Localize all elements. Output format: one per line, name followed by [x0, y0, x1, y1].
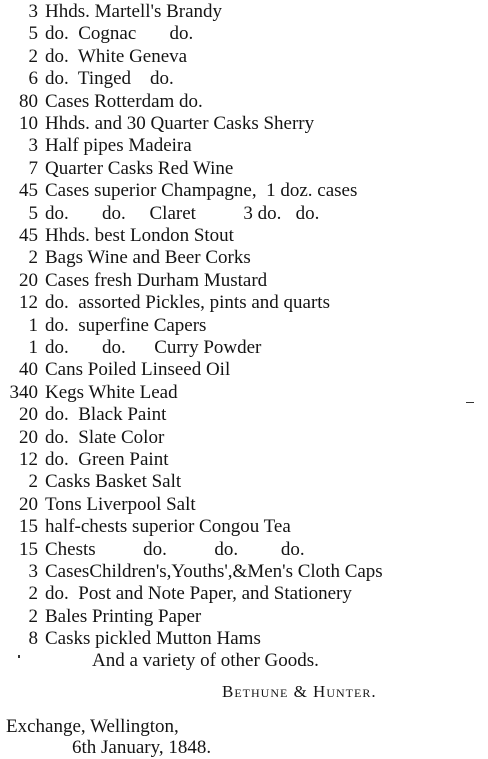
item-description: do. Green Paint [45, 449, 169, 470]
list-item [0, 23, 488, 45]
list-item [0, 91, 488, 113]
item-quantity: 2 [28, 583, 38, 605]
item-description: Tons Liverpool Salt [45, 493, 196, 515]
item-description: CasesChildren's,Youths',&Men's Cloth Caps [45, 561, 383, 582]
item-description: Quarter Casks Red Wine [45, 157, 234, 179]
item-description: Cases superior Champagne, 1 doz. cases [45, 180, 358, 202]
item-description: Hhds. best London Stout [45, 225, 234, 246]
list-item [0, 583, 488, 605]
item-quantity: 2 [28, 45, 38, 67]
print-speck [18, 655, 20, 658]
item-description: do. do. Claret 3 do. do. [45, 202, 320, 224]
list-item [0, 135, 488, 157]
item-description: do. assorted Pickles, pints and quarts [45, 292, 330, 314]
list-item [0, 225, 488, 247]
list-item [0, 68, 488, 90]
list-item [0, 292, 488, 314]
list-item [0, 337, 488, 359]
item-quantity: 12 [19, 449, 38, 470]
list-item [0, 315, 488, 337]
print-speck [466, 402, 474, 403]
place-line: Exchange, Wellington, [6, 716, 179, 737]
item-description: Hhds. and 30 Quarter Casks Sherry [45, 113, 315, 134]
list-item [0, 203, 488, 225]
item-quantity: 2 [28, 605, 38, 627]
item-description: Cases fresh Durham Mustard [45, 269, 268, 291]
item-quantity: 6 [28, 68, 38, 90]
item-description: Hhds. Martell's Brandy [45, 1, 223, 22]
item-quantity: 45 [19, 225, 38, 246]
list-item [0, 494, 488, 516]
item-quantity: 15 [19, 516, 38, 538]
closing-line: And a variety of other Goods. [92, 650, 319, 671]
item-quantity: 20 [19, 269, 38, 291]
list-item [0, 359, 488, 381]
item-description: Bales Printing Paper [45, 605, 202, 627]
list-item [0, 561, 488, 583]
item-description: Casks Basket Salt [45, 471, 182, 493]
list-item [0, 1, 488, 23]
list-item [0, 270, 488, 292]
item-description: do. Tinged do. [45, 68, 174, 90]
date-line: 6th January, 1848. [72, 737, 212, 758]
item-description: Bags Wine and Beer Corks [45, 247, 251, 269]
item-quantity: 45 [19, 180, 38, 202]
item-description: do. Slate Color [45, 426, 165, 448]
item-quantity: 40 [19, 359, 38, 381]
list-item [0, 606, 488, 628]
signature: Bethune & Hunter. [222, 682, 377, 701]
item-quantity: 2 [28, 247, 38, 269]
item-quantity: 1 [28, 314, 38, 336]
list-item [0, 516, 488, 538]
item-quantity: 5 [28, 202, 38, 224]
item-quantity: 20 [19, 404, 38, 426]
item-quantity: 15 [19, 538, 38, 560]
item-description: do. Post and Note Paper, and Stationery [45, 583, 352, 605]
item-quantity: 20 [19, 426, 38, 448]
list-item [0, 247, 488, 269]
item-quantity: 2 [28, 471, 38, 493]
list-item [0, 113, 488, 135]
list-item [0, 404, 488, 426]
item-quantity: 3 [28, 135, 38, 157]
list-item [0, 539, 488, 561]
item-description: half-chests superior Congou Tea [45, 516, 291, 538]
item-quantity: 12 [19, 292, 38, 314]
item-description: do. Black Paint [45, 404, 167, 426]
list-item [0, 158, 488, 180]
item-description: do. superfine Capers [45, 314, 207, 336]
list-item [0, 46, 488, 68]
item-description: Chests do. do. do. [45, 538, 305, 560]
item-quantity: 340 [9, 381, 38, 403]
item-quantity: 10 [19, 113, 38, 134]
item-description: Cases Rotterdam do. [45, 90, 203, 112]
item-description: Casks pickled Mutton Hams [45, 628, 261, 650]
item-description: Half pipes Madeira [45, 135, 192, 157]
item-quantity: 3 [28, 561, 38, 582]
list-item [0, 382, 488, 404]
list-item [0, 628, 488, 650]
list-item [0, 449, 488, 471]
item-quantity: 5 [28, 23, 38, 45]
item-quantity: 80 [19, 90, 38, 112]
item-quantity: 20 [19, 493, 38, 515]
item-description: do. White Geneva [45, 45, 188, 67]
list-item [0, 180, 488, 202]
item-quantity: 8 [28, 628, 38, 650]
item-quantity: 3 [28, 1, 38, 22]
item-description: Kegs White Lead [45, 381, 178, 403]
list-item [0, 427, 488, 449]
list-item [0, 471, 488, 493]
item-quantity: 7 [28, 157, 38, 179]
item-description: do. Cognac do. [45, 23, 194, 45]
item-quantity: 1 [28, 337, 38, 358]
item-description: do. do. Curry Powder [45, 337, 262, 358]
item-description: Cans Poiled Linseed Oil [45, 359, 231, 381]
